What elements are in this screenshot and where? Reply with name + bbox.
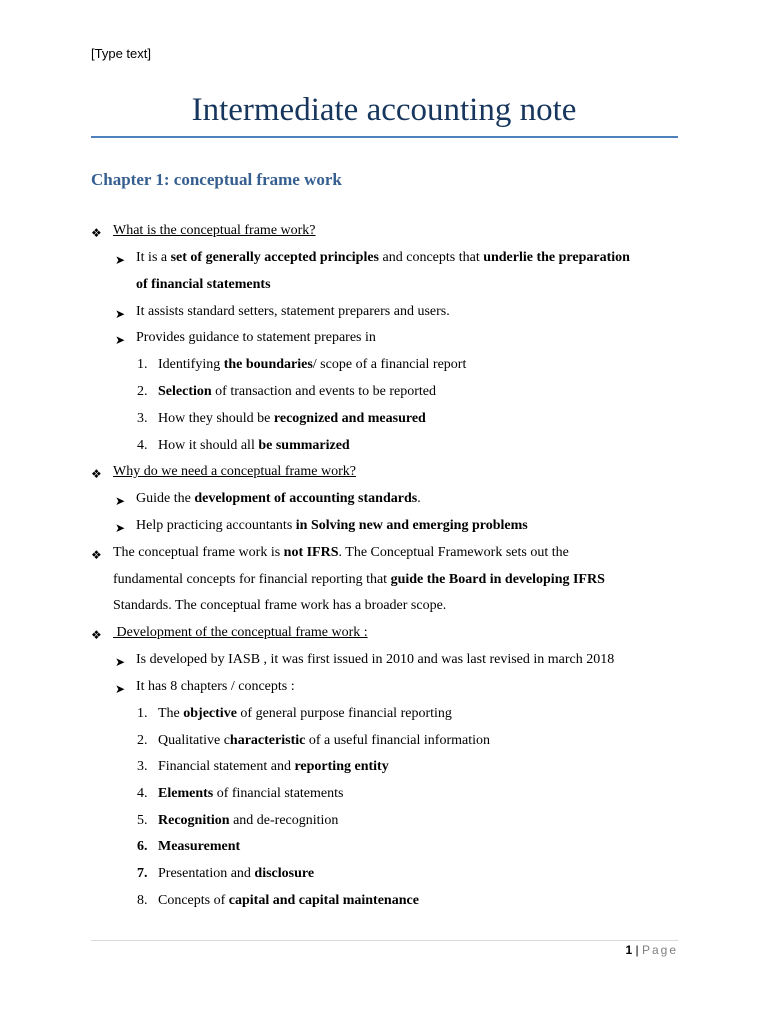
list-number: 4. <box>137 786 148 801</box>
list-number: 5. <box>137 813 148 828</box>
numbered-item: Identifying the boundaries/ scope of a financial report <box>158 357 467 372</box>
numbered-item: Measurement <box>158 839 241 854</box>
list-number: 6. <box>137 839 148 854</box>
page-number: 1 <box>625 943 633 957</box>
numbered-item: How it should all be summarized <box>158 438 350 453</box>
paragraph-line: The conceptual frame work is not IFRS. The Conceptual Framework sets out the <box>113 545 569 560</box>
list-item: Provides guidance to statement prepares in <box>136 330 376 345</box>
header-placeholder-text: [Type text] <box>91 46 151 61</box>
question-heading: What is the conceptual frame work? <box>113 223 316 238</box>
numbered-item: The objective of general purpose financial reporting <box>158 706 452 721</box>
footer-divider <box>91 940 678 941</box>
list-number: 1. <box>137 357 148 372</box>
diamond-bullet-icon: ❖ <box>91 467 102 481</box>
numbered-item: Financial statement and reporting entity <box>158 759 389 774</box>
arrow-bullet-icon: ➤ <box>115 333 126 347</box>
chapter-heading: Chapter 1: conceptual frame work <box>91 170 342 189</box>
arrow-bullet-icon: ➤ <box>115 682 126 696</box>
list-number: 8. <box>137 893 148 908</box>
list-item: Help practicing accountants in Solving new and emerging problems <box>136 518 528 533</box>
list-item: It is a set of generally accepted principles and concepts that underlie the preparation <box>136 250 630 265</box>
list-number: 4. <box>137 438 148 453</box>
page-footer: 1 | Page <box>625 943 678 957</box>
list-number: 7. <box>137 866 148 881</box>
arrow-bullet-icon: ➤ <box>115 253 126 267</box>
list-item: It has 8 chapters / concepts : <box>136 679 295 694</box>
numbered-item: Qualitative characteristic of a useful financial information <box>158 733 491 748</box>
numbered-item: Recognition and de-recognition <box>158 813 339 828</box>
arrow-bullet-icon: ➤ <box>115 655 126 669</box>
list-item: Is developed by IASB , it was first issued in 2010 and was last revised in march 2018 <box>136 652 615 667</box>
diamond-bullet-icon: ❖ <box>91 226 102 240</box>
list-number: 3. <box>137 759 148 774</box>
list-number: 1. <box>137 706 148 721</box>
title-divider <box>91 136 678 138</box>
list-number: 2. <box>137 384 148 399</box>
list-number: 3. <box>137 411 148 426</box>
arrow-bullet-icon: ➤ <box>115 521 126 535</box>
paragraph-line: fundamental concepts for financial reporting that guide the Board in developing IFRS <box>113 572 605 587</box>
page-label: Page <box>641 943 678 957</box>
list-number: 2. <box>137 733 148 748</box>
list-item: It assists standard setters, statement preparers and users. <box>136 304 450 319</box>
diamond-bullet-icon: ❖ <box>91 628 102 642</box>
arrow-bullet-icon: ➤ <box>115 494 126 508</box>
numbered-item: Elements of financial statements <box>158 786 344 801</box>
document-title: Intermediate accounting note <box>191 92 577 128</box>
arrow-bullet-icon: ➤ <box>115 307 126 321</box>
list-item: Guide the development of accounting standards. <box>136 491 421 506</box>
question-heading: Development of the conceptual frame work : <box>113 625 368 640</box>
list-item-continuation: of financial statements <box>136 277 271 292</box>
diamond-bullet-icon: ❖ <box>91 548 102 562</box>
numbered-item: Presentation and disclosure <box>158 866 315 881</box>
question-heading: Why do we need a conceptual frame work? <box>113 464 356 479</box>
paragraph-line: Standards. The conceptual frame work has a broader scope. <box>113 598 447 613</box>
numbered-item: How they should be recognized and measured <box>158 411 426 426</box>
numbered-item: Selection of transaction and events to be reported <box>158 384 436 399</box>
numbered-item: Concepts of capital and capital maintenance <box>158 893 419 908</box>
